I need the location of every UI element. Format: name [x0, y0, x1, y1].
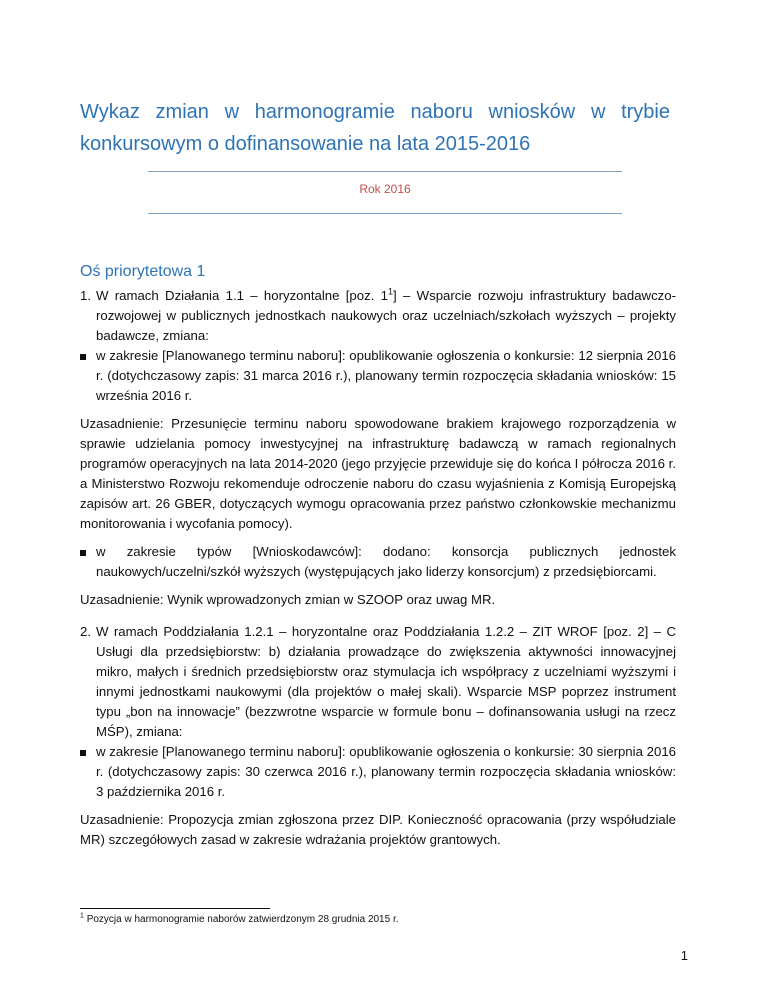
- item-text: W ramach Poddziałania 1.2.1 – horyzontalne oraz Poddziałania 1.2.2 – ZIT WROF [poz. 2] – C Usługi dla przedsiębiorstw: b) działania prowadzące do zwiększenia aktywności innowacyjnej mikro, małych i średnich przedsiębiorstw oraz stymulacja ich współpracy z uczelniami wyższymi i innymi jednostkami naukowymi (dla projektów o małej skali). Wsparcie MSP poprzez instrument typu „bon na innowacje” (bezzwrotne wsparcie w formule bonu – dofinansowania usługi na rzecz MŚP), zmiana:: [96, 624, 676, 739]
- item-number: 2.: [80, 624, 91, 639]
- bullet-text: w zakresie [Planowanego terminu naboru]: opublikowanie ogłoszenia o konkursie: 12 sierpnia 2016 r. (dotychczasowy zapis: 31 marca 2016 r.), planowany termin rozpoczęcia składania wniosków: 15 września 2016 r.: [96, 348, 676, 403]
- section-heading: Oś priorytetowa 1: [80, 263, 206, 280]
- footnote-ref[interactable]: 1: [388, 286, 394, 297]
- footnote-divider: [80, 908, 270, 909]
- bullet-item: [80, 742, 676, 802]
- justification-paragraph: Uzasadnienie: Wynik wprowadzonych zmian w SZOOP oraz uwag MR.: [80, 592, 496, 607]
- title-line-2: konkursowym o dofinansowanie na lata 2015-2016: [80, 133, 531, 155]
- list-item-1: [80, 286, 676, 346]
- bullet-item: [80, 542, 676, 582]
- bullet-item: [80, 346, 676, 406]
- title-line-1: Wykaz zmian w harmonogramie naboru wniosków w trybie: [80, 101, 670, 123]
- page-number: 1: [680, 948, 688, 963]
- footnote-number: 1: [80, 912, 84, 920]
- justification-paragraph: Uzasadnienie: Propozycja zmian zgłoszona przez DIP. Konieczność opracowania (przy współudziale MR) szczegółowych zasad w zakresie wdrażania projektów grantowych.: [80, 812, 676, 847]
- bullet-text: w zakresie typów [Wnioskodawców]: dodano: konsorcja publicznych jednostek naukowych/uczelni/szkół wyższych (występujących jako liderzy konsorcjum) z przedsiębiorcami.: [96, 544, 676, 579]
- bullet-icon: [80, 742, 96, 802]
- list-item-2: [80, 622, 676, 742]
- bullet-text: w zakresie [Planowanego terminu naboru]: opublikowanie ogłoszenia o konkursie: 30 sierpnia 2016 r. (dotychczasowy zapis: 30 czerwca 2016 r.), planowany termin rozpoczęcia składania wniosków: 3 października 2016 r.: [96, 744, 676, 799]
- item-text: [96, 286, 676, 346]
- item-text-part-b: ] – Wsparcie rozwoju infrastruktury badawczo-rozwojowej w publicznych jednostkach naukowych oraz uczelniach/szkołach wyższych – projekty badawcze, zmiana:: [96, 288, 676, 343]
- item-text-part-a: W ramach Działania 1.1 – horyzontalne [poz. 1: [96, 288, 388, 303]
- document-title: [80, 96, 670, 160]
- year-label: Rok 2016: [359, 182, 411, 196]
- document-body: [80, 286, 676, 850]
- footnote-text: Pozycja w harmonogramie naborów zatwierdzonym 28 grudnia 2015 r.: [86, 914, 399, 925]
- item-number: 1.: [80, 288, 91, 303]
- footnote: [80, 914, 399, 925]
- divider-bottom: [148, 213, 622, 214]
- bullet-icon: [80, 542, 96, 582]
- divider-top: [148, 171, 622, 172]
- justification-paragraph: Uzasadnienie: Przesunięcie terminu naboru spowodowane brakiem krajowego rozporządzenia w sprawie udzielania pomocy inwestycyjnej na infrastrukturę badawczą w ramach regionalnych programów operacyjnych na lata 2014-2020 (jego przyjęcie przewiduje się do końca I półrocza 2016 r. a Ministerstwo Rozwoju rekomenduje odroczenie naboru do czasu wyjaśnienia z Komisją Europejską zapisów art. 26 GBER, dotyczących wymogu opracowania przez państwo członkowskie mechanizmu monitorowania i wycofania pomocy).: [80, 416, 676, 531]
- bullet-icon: [80, 346, 96, 406]
